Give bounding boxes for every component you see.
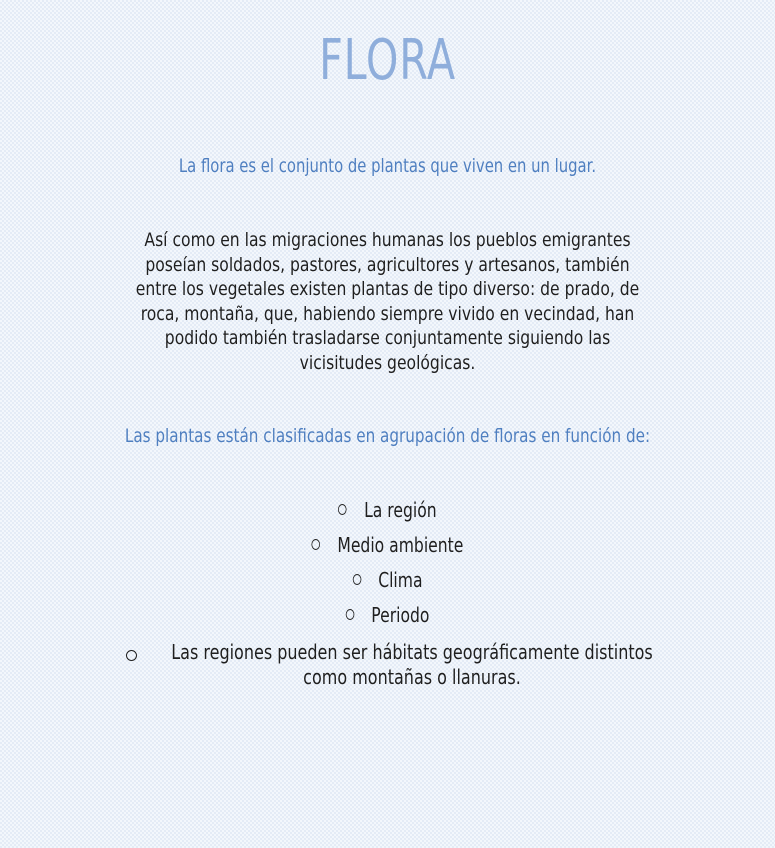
regions-note-item xyxy=(118,640,678,690)
criterion-label: La región xyxy=(364,498,437,522)
circle-bullet-icon xyxy=(346,609,355,620)
page-title: FLORA xyxy=(319,28,456,93)
classification-intro: Las plantas están clasificadas en agrupación de floras en función de: xyxy=(124,425,651,447)
circle-bullet-icon xyxy=(126,650,137,661)
list-item xyxy=(85,493,690,528)
circle-bullet-icon xyxy=(312,539,321,550)
circle-bullet-icon xyxy=(352,574,361,585)
criteria-list xyxy=(0,493,775,633)
criterion-label: Medio ambiente xyxy=(337,533,464,557)
list-item xyxy=(85,528,690,563)
list-item xyxy=(85,563,690,598)
list-item xyxy=(85,598,690,633)
regions-note: Las regiones pueden ser hábitats geográficamente distintos como montañas o llanuras. xyxy=(171,640,653,689)
criterion-label: Periodo xyxy=(371,603,430,627)
criterion-label: Clima xyxy=(378,568,423,592)
migration-paragraph: Así como en las migraciones humanas los pueblos emigrantes poseían soldados, pastores, agricultores y artesanos, también entre los vegetales existen plantas de tipo diverso: de prado, de roca, montaña, que, habiendo siempre vivido en vecindad, han podido también trasladarse conjuntamente siguiendo las vicisitudes geológicas. xyxy=(135,229,640,374)
circle-bullet-icon xyxy=(338,504,347,515)
flora-definition: La flora es el conjunto de plantas que viven en un lugar. xyxy=(178,155,597,177)
